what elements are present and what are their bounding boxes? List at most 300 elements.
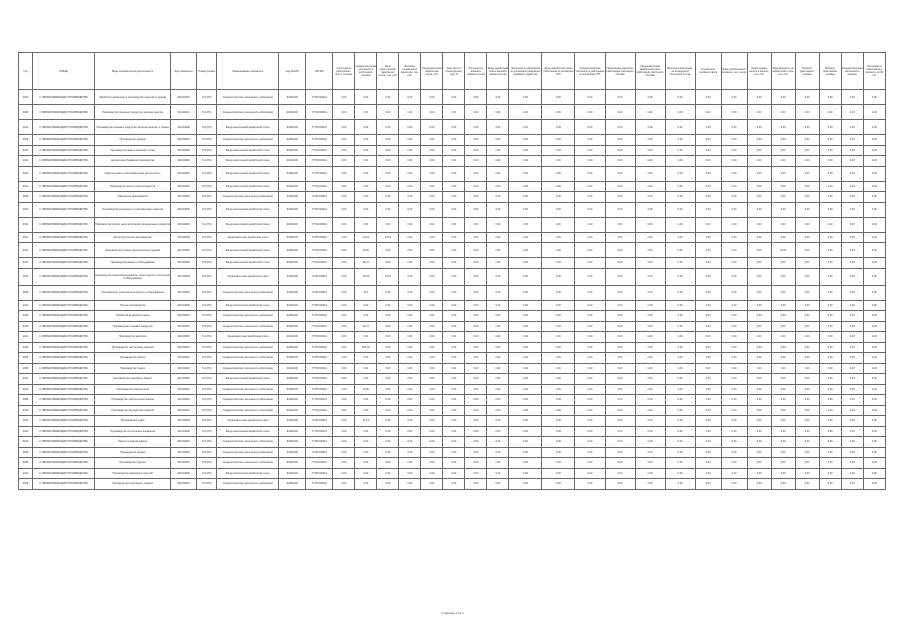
table-cell: 101004002 bbox=[171, 468, 197, 479]
table-cell: 0,00 bbox=[635, 135, 665, 146]
table-cell: 94401000 bbox=[279, 468, 306, 479]
table-cell: 94401000 bbox=[279, 384, 306, 395]
table-cell: 0,00 bbox=[399, 374, 421, 385]
table-cell: 0,00 bbox=[635, 166, 665, 181]
table-cell: Химическое производство bbox=[95, 192, 171, 203]
table-cell: 0,00 bbox=[542, 426, 575, 437]
table-cell: 0,00 bbox=[355, 181, 377, 192]
table-cell: 0,00 bbox=[575, 353, 605, 364]
table-cell: 0,00 bbox=[333, 258, 355, 269]
table-cell: 94401000 bbox=[279, 181, 306, 192]
table-cell: 0,00 bbox=[841, 192, 863, 203]
table-cell: 0,00 bbox=[399, 447, 421, 458]
table-cell: 0,00 bbox=[635, 321, 665, 332]
table-cell: 2010 bbox=[19, 321, 33, 332]
table-cell: 77701000001 bbox=[306, 258, 333, 269]
table-cell: 94401000 bbox=[279, 202, 306, 217]
table-cell: 0,00 bbox=[465, 342, 487, 353]
column-header: Начисленные налоги и взносы, тыс. руб. bbox=[747, 53, 771, 90]
table-cell: 0,00 bbox=[795, 145, 819, 156]
table-cell: Ремонт и монтаж машин bbox=[95, 437, 171, 448]
table-cell: 0,00 bbox=[695, 217, 721, 232]
table-cell: 0,00 bbox=[487, 268, 509, 285]
table-row bbox=[19, 374, 886, 385]
table-cell: Производство компьютеров bbox=[95, 384, 171, 395]
table-cell: Фонд начисленной заработной платы bbox=[217, 181, 279, 192]
table-cell: С ОБРАБАТЫВАЮЩИЕ ПРОИЗВОДСТВА bbox=[33, 353, 95, 364]
table-cell: Издательская и полиграфическая деятельность bbox=[95, 166, 171, 181]
table-body bbox=[19, 90, 886, 490]
table-cell: 0,00 bbox=[721, 258, 747, 269]
table-cell: 0,00 bbox=[605, 192, 635, 203]
table-cell: 2012 bbox=[19, 374, 33, 385]
table-cell: 0,00 bbox=[443, 447, 465, 458]
table-cell: 101004001 bbox=[171, 405, 197, 416]
table-cell: 0,00 bbox=[665, 181, 695, 192]
table-cell: 0,00 bbox=[841, 479, 863, 490]
table-cell: 0,00 bbox=[721, 321, 747, 332]
table-cell: Производство машин и оборудования bbox=[95, 258, 171, 269]
table-cell: 0,00 bbox=[333, 384, 355, 395]
table-cell: Целлюлозно-бумажное производство bbox=[95, 156, 171, 167]
table-cell: 0,00 bbox=[399, 90, 421, 105]
table-cell: 101004002 bbox=[171, 156, 197, 167]
table-cell: 0,00 bbox=[333, 363, 355, 374]
table-cell: 0,00 bbox=[841, 395, 863, 406]
table-cell: 0,00 bbox=[333, 135, 355, 146]
table-cell: 0,00 bbox=[465, 468, 487, 479]
table-cell: 0,00 bbox=[443, 426, 465, 437]
table-cell: 0,00 bbox=[863, 105, 885, 120]
table-cell: 0,00 bbox=[575, 437, 605, 448]
table-cell: 0,00 bbox=[819, 258, 841, 269]
table-cell: 0,00 bbox=[771, 384, 795, 395]
table-cell: 0,00 bbox=[575, 156, 605, 167]
table-cell: 0,00 bbox=[575, 105, 605, 120]
table-cell: 0,00 bbox=[605, 363, 635, 374]
page-footer: Страница 1 из 1 bbox=[441, 611, 464, 615]
table-cell: 0,00 bbox=[399, 145, 421, 156]
table-cell: 94401000 bbox=[279, 332, 306, 343]
table-cell: 0,00 bbox=[863, 437, 885, 448]
table-cell: 2011 bbox=[19, 416, 33, 427]
table-cell: С ОБРАБАТЫВАЮЩИЕ ПРОИЗВОДСТВА bbox=[33, 202, 95, 217]
table-cell: 0,00 bbox=[421, 120, 443, 135]
table-cell: 0,00 bbox=[795, 405, 819, 416]
table-cell: 0,00 bbox=[487, 181, 509, 192]
table-cell: 0,00 bbox=[695, 258, 721, 269]
table-cell: 0,00 bbox=[355, 426, 377, 437]
table-cell: 0,00 bbox=[665, 353, 695, 364]
table-cell: 0,00 bbox=[819, 202, 841, 217]
table-cell: 0,00 bbox=[747, 300, 771, 311]
table-cell: 2011 bbox=[19, 232, 33, 243]
table-cell: 0,00 bbox=[542, 217, 575, 232]
table-cell: 0,00 bbox=[863, 268, 885, 285]
table-cell: 0,00 bbox=[399, 258, 421, 269]
table-cell: 94401000 bbox=[279, 90, 306, 105]
table-cell: 0,00 bbox=[863, 374, 885, 385]
table-cell: 0,00 bbox=[542, 447, 575, 458]
table-cell: 0,00 bbox=[421, 479, 443, 490]
table-cell: 0,00 bbox=[333, 202, 355, 217]
table-row bbox=[19, 232, 886, 243]
table-cell: Среднесписочная численность работников bbox=[217, 90, 279, 105]
table-cell: П-4 (НЗ) bbox=[197, 342, 217, 353]
table-cell: 0,00 bbox=[721, 332, 747, 343]
table-cell: П-4 (НЗ) bbox=[197, 181, 217, 192]
table-cell: 0,00 bbox=[575, 321, 605, 332]
table-cell: 0,00 bbox=[635, 285, 665, 300]
table-cell: 0,00 bbox=[575, 468, 605, 479]
table-cell: С ОБРАБАТЫВАЮЩИЕ ПРОИЗВОДСТВА bbox=[33, 447, 95, 458]
table-cell: 0,00 bbox=[605, 145, 635, 156]
table-cell: 0,00 bbox=[377, 437, 399, 448]
table-cell: 0,00 bbox=[863, 217, 885, 232]
table-cell: 0,00 bbox=[465, 232, 487, 243]
table-cell: 77701000001 bbox=[306, 166, 333, 181]
table-cell: 0,00 bbox=[695, 232, 721, 243]
table-cell: 0,00 bbox=[841, 90, 863, 105]
table-cell: 0,00 bbox=[747, 202, 771, 217]
table-cell: Среднесписочная численность работников bbox=[217, 342, 279, 353]
table-cell: 0,00 bbox=[721, 181, 747, 192]
table-cell: 0,00 bbox=[509, 363, 542, 374]
table-cell: 0,00 bbox=[399, 405, 421, 416]
table-cell: 101004001 bbox=[171, 192, 197, 203]
table-cell: 13,19 bbox=[355, 232, 377, 243]
table-cell: 0,00 bbox=[333, 437, 355, 448]
table-cell: 0,00 bbox=[443, 258, 465, 269]
table-row bbox=[19, 90, 886, 105]
table-cell: 0,00 bbox=[443, 145, 465, 156]
table-cell: 0,00 bbox=[421, 285, 443, 300]
table-cell: 0,00 bbox=[819, 321, 841, 332]
table-cell: 0,00 bbox=[863, 145, 885, 156]
table-cell: 77701000001 bbox=[306, 363, 333, 374]
table-cell: 0,00 bbox=[819, 479, 841, 490]
table-cell: С ОБРАБАТЫВАЮЩИЕ ПРОИЗВОДСТВА bbox=[33, 156, 95, 167]
table-cell: 0,00 bbox=[795, 468, 819, 479]
table-cell: Фонд начисленной заработной платы bbox=[217, 120, 279, 135]
table-cell: 0,00 bbox=[795, 332, 819, 343]
table-cell: 0,00 bbox=[465, 479, 487, 490]
table-cell: 0,00 bbox=[487, 202, 509, 217]
table-cell: 0,00 bbox=[635, 447, 665, 458]
table-cell: 0,00 bbox=[771, 321, 795, 332]
table-cell: 0,00 bbox=[771, 426, 795, 437]
table-cell: 0,00 bbox=[841, 120, 863, 135]
table-cell: 0,00 bbox=[487, 90, 509, 105]
table-cell: 0,00 bbox=[399, 120, 421, 135]
table-cell: 0,00 bbox=[841, 416, 863, 427]
table-cell: 0,00 bbox=[605, 120, 635, 135]
table-cell: 2008 bbox=[19, 479, 33, 490]
table-cell: 77701000001 bbox=[306, 285, 333, 300]
table-cell: 0,00 bbox=[509, 120, 542, 135]
column-header: Численность работников по договорам гражданско-правового характера bbox=[509, 53, 542, 90]
table-row bbox=[19, 353, 886, 364]
table-cell: 0,00 bbox=[487, 479, 509, 490]
table-cell: 0,00 bbox=[795, 311, 819, 322]
table-cell: 0,00 bbox=[487, 363, 509, 374]
table-cell: П-4 (НЗ) bbox=[197, 285, 217, 300]
table-cell: 0,00 bbox=[542, 90, 575, 105]
table-cell: 0,00 bbox=[443, 156, 465, 167]
table-cell: 0,00 bbox=[819, 405, 841, 416]
table-cell: 0,00 bbox=[863, 192, 885, 203]
table-cell: Среднесписочная численность работников bbox=[217, 192, 279, 203]
table-cell: 0,00 bbox=[421, 192, 443, 203]
table-cell: 0,00 bbox=[509, 145, 542, 156]
table-cell: 0,00 bbox=[399, 395, 421, 406]
table-cell: 0,00 bbox=[771, 156, 795, 167]
table-cell: С ОБРАБАТЫВАЮЩИЕ ПРОИЗВОДСТВА bbox=[33, 405, 95, 416]
table-cell: 0,00 bbox=[443, 181, 465, 192]
table-cell: С ОБРАБАТЫВАЮЩИЕ ПРОИЗВОДСТВА bbox=[33, 120, 95, 135]
table-cell: 0,00 bbox=[465, 395, 487, 406]
table-cell: 0,00 bbox=[509, 311, 542, 322]
table-cell: 0,00 bbox=[465, 181, 487, 192]
table-cell: 13,19 bbox=[377, 232, 399, 243]
table-cell: 0,00 bbox=[795, 181, 819, 192]
table-cell: 0,00 bbox=[721, 395, 747, 406]
table-cell: 0,00 bbox=[542, 353, 575, 364]
table-cell: С ОБРАБАТЫВАЮЩИЕ ПРОИЗВОДСТВА bbox=[33, 243, 95, 258]
table-cell: 0,00 bbox=[635, 353, 665, 364]
table-cell: 0,00 bbox=[819, 268, 841, 285]
table-cell: 94401000 bbox=[279, 166, 306, 181]
table-cell: 94401000 bbox=[279, 311, 306, 322]
table-cell: 0,00 bbox=[443, 479, 465, 490]
table-cell: 101004003 bbox=[171, 232, 197, 243]
table-cell: 0,00 bbox=[771, 447, 795, 458]
table-cell: 0,00 bbox=[509, 156, 542, 167]
table-cell: 2011 bbox=[19, 332, 33, 343]
table-cell: 0,00 bbox=[771, 311, 795, 322]
table-cell: П-4 (НЗ) bbox=[197, 395, 217, 406]
table-cell: 0,00 bbox=[747, 166, 771, 181]
table-cell: 0,00 bbox=[542, 405, 575, 416]
table-cell: 0,00 bbox=[443, 90, 465, 105]
table-cell: 101004002 bbox=[171, 300, 197, 311]
table-cell: 0,00 bbox=[771, 232, 795, 243]
table-cell: 0,00 bbox=[665, 268, 695, 285]
table-cell: 0,00 bbox=[771, 363, 795, 374]
table-cell: 0,00 bbox=[355, 166, 377, 181]
table-cell: 0,00 bbox=[863, 202, 885, 217]
table-cell: 0,00 bbox=[509, 447, 542, 458]
table-cell: 0,00 bbox=[747, 311, 771, 322]
table-cell: 0,00 bbox=[333, 105, 355, 120]
table-cell: 0,00 bbox=[542, 202, 575, 217]
table-cell: 0,00 bbox=[795, 395, 819, 406]
table-cell: 77701000001 bbox=[306, 479, 333, 490]
table-cell: 0,00 bbox=[465, 437, 487, 448]
table-cell: 0,00 bbox=[771, 437, 795, 448]
table-cell: 0,00 bbox=[721, 363, 747, 374]
table-cell: 0,00 bbox=[863, 405, 885, 416]
table-cell: 101004003 bbox=[171, 416, 197, 427]
table-cell: 77701000001 bbox=[306, 426, 333, 437]
table-cell: 0,00 bbox=[509, 332, 542, 343]
table-cell: 0,00 bbox=[747, 458, 771, 469]
table-cell: 0,00 bbox=[465, 105, 487, 120]
table-cell: Обработка вторичного сырья bbox=[95, 311, 171, 322]
table-cell: 0,00 bbox=[487, 145, 509, 156]
table-cell: 0,00 bbox=[333, 342, 355, 353]
table-cell: 0,00 bbox=[465, 243, 487, 258]
table-cell: 94401000 bbox=[279, 135, 306, 146]
table-cell: 0,00 bbox=[333, 166, 355, 181]
table-cell: 0,00 bbox=[795, 192, 819, 203]
table-cell: 0,00 bbox=[465, 426, 487, 437]
table-cell: 0,00 bbox=[819, 145, 841, 156]
table-cell: 0,00 bbox=[665, 416, 695, 427]
table-cell: 0,00 bbox=[355, 145, 377, 156]
table-cell: 0,00 bbox=[443, 363, 465, 374]
table-cell: Фонд начисленной заработной платы bbox=[217, 166, 279, 181]
table-cell: 0,00 bbox=[487, 384, 509, 395]
table-cell: 0,00 bbox=[509, 416, 542, 427]
table-cell: 0,00 bbox=[841, 166, 863, 181]
table-row bbox=[19, 332, 886, 343]
table-row bbox=[19, 342, 886, 353]
table-cell: 0,00 bbox=[575, 479, 605, 490]
table-cell: 0,00 bbox=[863, 395, 885, 406]
table-cell: 0,00 bbox=[819, 135, 841, 146]
table-row bbox=[19, 285, 886, 300]
table-cell: 0,00 bbox=[819, 300, 841, 311]
table-cell: 0,00 bbox=[819, 363, 841, 374]
table-cell: 0,00 bbox=[635, 405, 665, 416]
table-cell: Фонд начисленной заработной платы bbox=[217, 300, 279, 311]
table-cell: 0,00 bbox=[747, 332, 771, 343]
table-cell: 0,00 bbox=[635, 300, 665, 311]
table-cell: 0,00 bbox=[605, 353, 635, 364]
table-cell: 0,00 bbox=[721, 426, 747, 437]
table-cell: 0,00 bbox=[509, 384, 542, 395]
table-cell: 101004001 bbox=[171, 311, 197, 322]
table-cell: 0,00 bbox=[795, 416, 819, 427]
table-cell: 0,00 bbox=[635, 156, 665, 167]
table-cell: 0,00 bbox=[509, 258, 542, 269]
table-cell: 0,00 bbox=[575, 416, 605, 427]
table-cell: 0,00 bbox=[355, 353, 377, 364]
table-cell: 0,00 bbox=[771, 332, 795, 343]
column-header: Номер формы bbox=[197, 53, 217, 90]
table-cell: 0,00 bbox=[665, 120, 695, 135]
table-cell: 0,00 bbox=[399, 156, 421, 167]
table-cell: 0,00 bbox=[771, 342, 795, 353]
table-cell: 94401000 bbox=[279, 353, 306, 364]
column-header: ОКВЭД bbox=[33, 53, 95, 90]
table-cell: Среднесписочная численность работников bbox=[217, 395, 279, 406]
table-cell: 0,00 bbox=[605, 468, 635, 479]
table-cell: 0,00 bbox=[721, 384, 747, 395]
table-cell: 0,00 bbox=[771, 166, 795, 181]
table-cell: 77701000001 bbox=[306, 405, 333, 416]
table-cell: 0,00 bbox=[465, 258, 487, 269]
table-cell: 94401000 bbox=[279, 232, 306, 243]
table-cell: 0,00 bbox=[542, 156, 575, 167]
table-cell: 0,00 bbox=[333, 405, 355, 416]
table-cell: 2012 bbox=[19, 120, 33, 135]
table-cell: 0,00 bbox=[819, 416, 841, 427]
table-cell: 0,00 bbox=[747, 120, 771, 135]
table-cell: 266,36 bbox=[355, 342, 377, 353]
table-cell: 0,00 bbox=[841, 426, 863, 437]
table-cell: 0,00 bbox=[509, 353, 542, 364]
table-cell: 0,00 bbox=[487, 232, 509, 243]
table-cell: 0,00 bbox=[863, 458, 885, 469]
table-cell: 0,00 bbox=[377, 479, 399, 490]
table-cell: С ОБРАБАТЫВАЮЩИЕ ПРОИЗВОДСТВА bbox=[33, 374, 95, 385]
table-cell: 0,00 bbox=[841, 447, 863, 458]
table-cell: Фонд начисленной заработной платы bbox=[217, 156, 279, 167]
table-cell: 0,00 bbox=[399, 353, 421, 364]
table-cell: Производство пищевых продуктов bbox=[95, 321, 171, 332]
table-cell: 94401000 bbox=[279, 416, 306, 427]
table-cell: 2009 bbox=[19, 105, 33, 120]
column-header: Фонд отработанного времени, тыс. часов bbox=[721, 53, 747, 90]
table-cell: 0,00 bbox=[487, 321, 509, 332]
table-cell: 77701000001 bbox=[306, 217, 333, 232]
table-cell: 0,00 bbox=[542, 120, 575, 135]
table-cell: 0,00 bbox=[721, 105, 747, 120]
table-cell: 0,00 bbox=[605, 447, 635, 458]
table-cell: 0,00 bbox=[721, 192, 747, 203]
column-header: Наименование показателя bbox=[217, 53, 279, 90]
table-cell: 101004001 bbox=[171, 285, 197, 300]
table-cell: 0,00 bbox=[665, 437, 695, 448]
table-row bbox=[19, 437, 886, 448]
table-cell: 0,00 bbox=[665, 426, 695, 437]
table-cell: 0,00 bbox=[542, 384, 575, 395]
table-cell: 0,00 bbox=[465, 192, 487, 203]
table-cell: 0,00 bbox=[443, 311, 465, 322]
table-cell: 0,00 bbox=[863, 232, 885, 243]
table-cell: 2008 bbox=[19, 447, 33, 458]
table-cell: 5,09 bbox=[355, 120, 377, 135]
table-cell: П-4 (НЗ) bbox=[197, 363, 217, 374]
table-cell: 0,00 bbox=[542, 416, 575, 427]
table-cell: 2011 bbox=[19, 268, 33, 285]
table-cell: 0,00 bbox=[509, 217, 542, 232]
table-cell: 0,00 bbox=[443, 384, 465, 395]
table-cell: 0,00 bbox=[465, 416, 487, 427]
table-cell: 0,00 bbox=[333, 120, 355, 135]
table-cell: 0,00 bbox=[635, 479, 665, 490]
table-cell: 0,00 bbox=[747, 217, 771, 232]
table-cell: 0,00 bbox=[421, 374, 443, 385]
table-cell: 0,00 bbox=[819, 468, 841, 479]
table-cell: 0,00 bbox=[487, 374, 509, 385]
table-cell: 0,00 bbox=[665, 342, 695, 353]
table-cell: 0,00 bbox=[747, 479, 771, 490]
table-cell: 0,00 bbox=[695, 243, 721, 258]
table-cell: 2008 bbox=[19, 135, 33, 146]
table-cell: 0,00 bbox=[575, 192, 605, 203]
table-cell: 77701000001 bbox=[306, 321, 333, 332]
table-cell: 0,00 bbox=[747, 243, 771, 258]
table-cell: 0,00 bbox=[863, 363, 885, 374]
table-cell: 0,00 bbox=[795, 202, 819, 217]
table-cell: 77701000001 bbox=[306, 181, 333, 192]
table-cell: 0,00 bbox=[863, 447, 885, 458]
column-header: Фонд заработной платы внешних совместителей bbox=[487, 53, 509, 90]
table-cell: 0,00 bbox=[333, 321, 355, 332]
